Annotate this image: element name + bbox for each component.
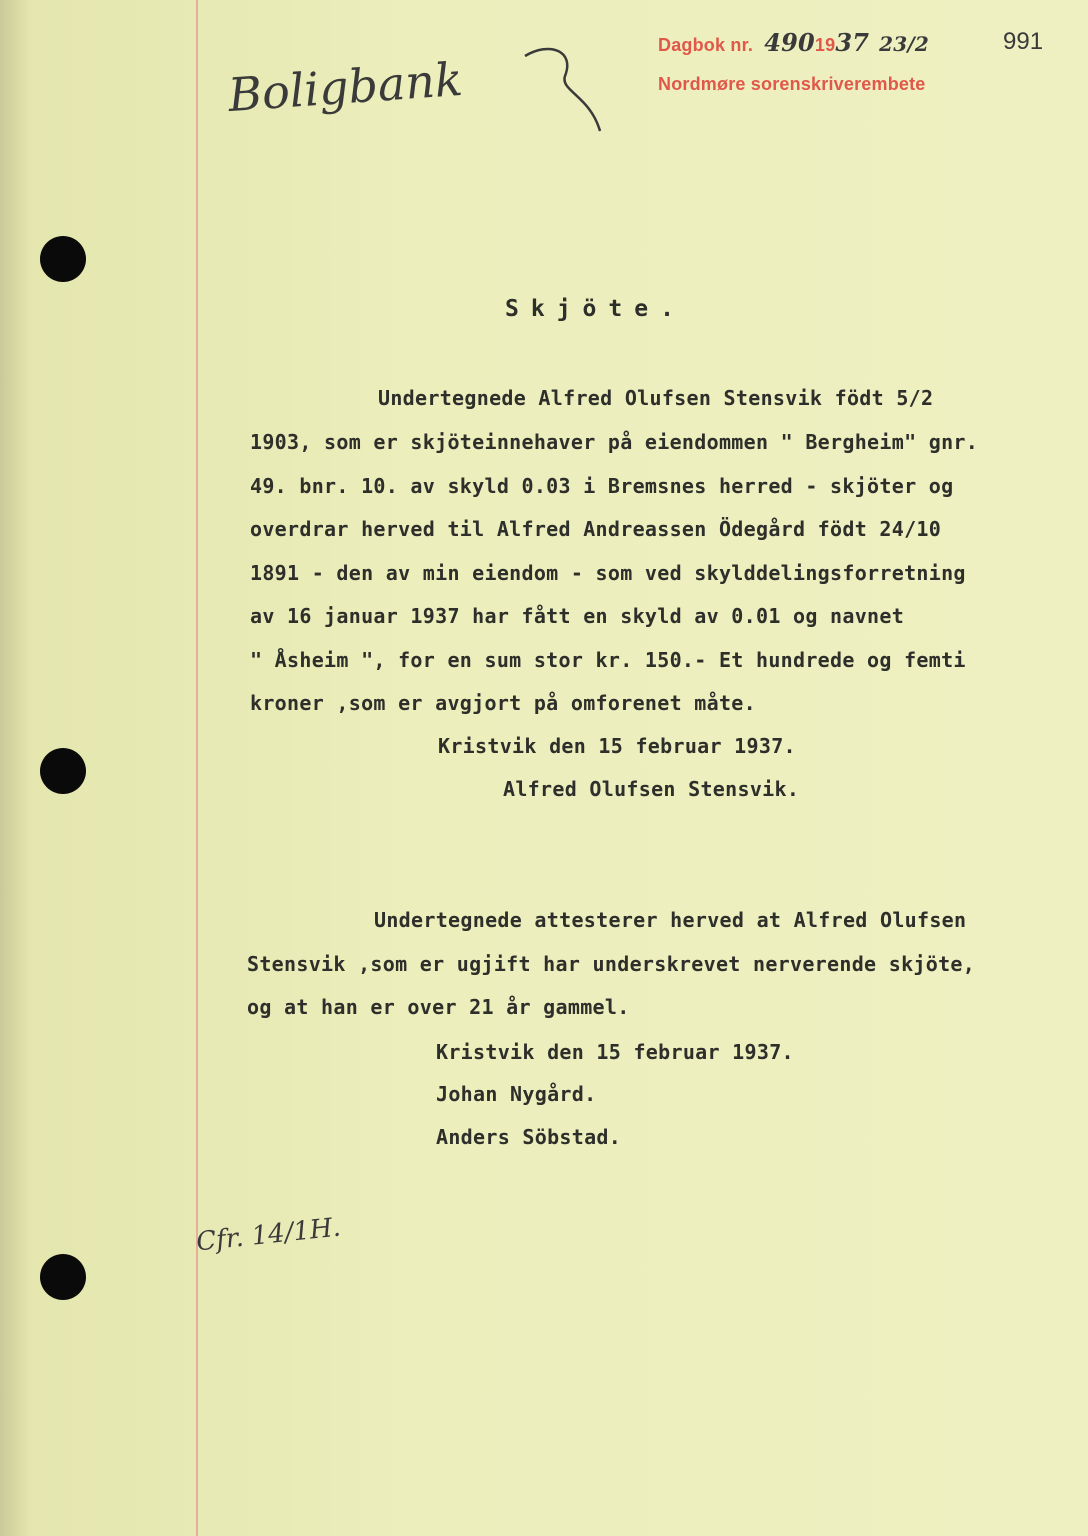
place-date: Kristvik den 15 februar 1937. (438, 734, 796, 758)
text-line: Undertegnede Alfred Olufsen Stensvik födt 5/2 (378, 386, 934, 410)
stamp-office: Nordmøre sorenskriverembete (658, 74, 926, 94)
witness-name: Anders Söbstad. (436, 1125, 622, 1149)
document-title: Skjöte. (505, 296, 686, 322)
page-edge-shadow (0, 0, 30, 1536)
text-line: overdrar herved til Alfred Andreassen Ödegård födt 24/10 (250, 517, 942, 541)
stamp-label: Dagbok nr. (658, 35, 754, 55)
text-line: 1891 - den av min eiendom - som ved skylddelingsforretning (250, 561, 966, 585)
place-date: Kristvik den 15 februar 1937. (436, 1040, 794, 1064)
handwritten-title: Boligbank (226, 51, 465, 123)
text-line: av 16 januar 1937 har fått en skyld av 0.01 og navnet (250, 604, 905, 628)
punch-hole-middle (40, 748, 86, 794)
text-line: " Åsheim ", for en sum stor kr. 150.- Et hundrede og femti (250, 648, 966, 672)
page-number: 991 (1003, 28, 1044, 55)
handwritten-flourish-icon (520, 36, 610, 146)
margin-note: Cfr. 14/1H. (194, 1212, 343, 1258)
margin-rule (196, 0, 198, 1536)
stamp-number: 490 (764, 28, 815, 57)
journal-stamp (658, 28, 929, 57)
text-line: 1903, som er skjöteinnehaver på eiendommen " Bergheim" gnr. (250, 430, 979, 454)
text-line: Undertegnede attesterer herved at Alfred Olufsen (374, 908, 967, 932)
stamp-date: 23/2 (879, 32, 930, 56)
punch-hole-bottom (40, 1254, 86, 1300)
signature: Alfred Olufsen Stensvik. (503, 777, 800, 801)
text-line: Stensvik ,som er ugjift har underskrevet nerverende skjöte, (247, 952, 976, 976)
text-line: og at han er over 21 år gammel. (247, 995, 630, 1019)
stamp-year: 37 (835, 28, 870, 57)
witness-name: Johan Nygård. (436, 1082, 597, 1106)
text-line: kroner ,som er avgjort på omforenet måte. (250, 691, 756, 715)
stamp-year-prefix: 19 (814, 35, 836, 55)
text-line: 49. bnr. 10. av skyld 0.03 i Bremsnes herred - skjöter og (250, 474, 954, 498)
punch-hole-top (40, 236, 86, 282)
